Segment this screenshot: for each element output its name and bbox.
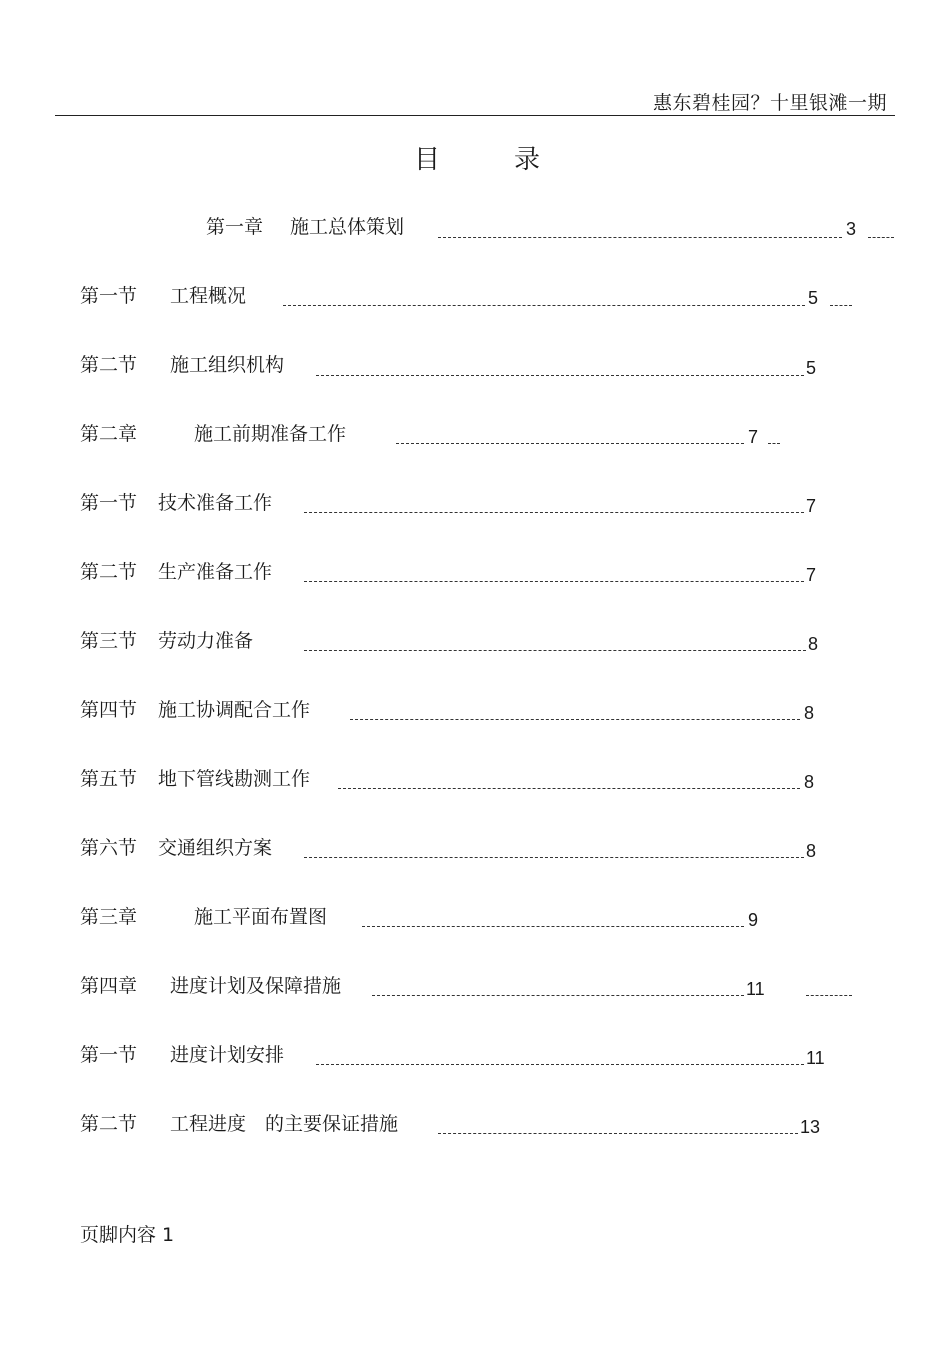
toc-leader-dots: [304, 581, 804, 582]
toc-entry-title: 施工平面布置图: [194, 906, 328, 928]
toc-leader-dots: [316, 375, 804, 376]
toc-entry-title: 劳动力准备: [158, 630, 254, 652]
toc-entry-page: 8: [806, 841, 817, 861]
toc-entry-label: 第一节: [80, 285, 138, 307]
toc-entry-title: 技术准备工作: [158, 492, 273, 514]
toc-entry-page: 8: [808, 634, 819, 654]
toc-entry-title: 施工协调配合工作: [158, 699, 311, 721]
toc-leader-dots: [316, 1064, 804, 1065]
toc-entry-label: 第三章: [80, 906, 138, 928]
toc-entry-page: 8: [804, 772, 815, 792]
toc-entry-page: 8: [804, 703, 815, 723]
toc-entry-label: 第五节: [80, 768, 138, 790]
toc-entry-page: 11: [746, 979, 765, 999]
toc-entry-title: 工程进度 的主要保证措施: [170, 1113, 399, 1135]
toc-entry-title: 工程概况: [170, 285, 247, 307]
toc-entry-page: 7: [806, 496, 817, 516]
toc-leader-dots: [396, 443, 744, 444]
toc-leader-dots: [372, 995, 744, 996]
toc-entry-page: 3: [846, 219, 857, 239]
toc-leader-dots: [304, 512, 804, 513]
toc-entry-label: 第一节: [80, 1044, 138, 1066]
toc-leader-dots: [362, 926, 744, 927]
toc-entry-page: 13: [800, 1117, 821, 1137]
toc-leader-dots: [304, 857, 804, 858]
toc-entry-label: 第三节: [80, 630, 138, 652]
toc-leader-dots: [350, 719, 800, 720]
toc-entry-page: 7: [748, 427, 759, 447]
toc-entry-page: 5: [808, 288, 819, 308]
toc-entry-title: 施工前期准备工作: [194, 423, 347, 445]
toc-entry-title: 进度计划及保障措施: [170, 975, 342, 997]
toc-leader-dots: [338, 788, 800, 789]
toc-title-char-1: 目: [414, 145, 441, 175]
toc-entry-title: 交通组织方案: [158, 837, 273, 859]
toc-entry-title: 施工组织机构: [170, 354, 285, 376]
toc-title-char-2: 录: [514, 145, 541, 175]
toc-entry-page: 11: [806, 1048, 825, 1068]
toc-entry-page: 7: [806, 565, 817, 585]
running-header: 惠东碧桂园？十里银滩一期: [652, 92, 887, 114]
toc-leader-tail: [806, 995, 852, 996]
toc-entry-label: 第二章: [80, 423, 138, 445]
toc-entry-label: 第六节: [80, 837, 138, 859]
toc-entry-label: 第二节: [80, 1113, 138, 1135]
toc-entry-title: 进度计划安排: [170, 1044, 285, 1066]
toc-leader-dots: [304, 650, 806, 651]
toc-leader-dots: [438, 1133, 798, 1134]
toc-entry-label: 第一节: [80, 492, 138, 514]
toc-entry-page: 5: [806, 358, 817, 378]
toc-leader-tail: [768, 443, 780, 444]
toc-entry-label: 第四章: [80, 975, 138, 997]
toc-entry-title: 施工总体策划: [290, 216, 405, 238]
toc-entry-page: 9: [748, 910, 759, 930]
toc-leader-dots: [283, 305, 805, 306]
toc-entry-title: 生产准备工作: [158, 561, 273, 583]
toc-leader-tail: [868, 237, 894, 238]
toc-entry-label: 第四节: [80, 699, 138, 721]
toc-entry-title: 地下管线勘测工作: [158, 768, 311, 790]
toc-leader-dots: [438, 237, 842, 238]
page-footer: 页脚内容 1: [80, 1224, 175, 1246]
toc-entry-label: 第二节: [80, 354, 138, 376]
toc-leader-tail: [830, 305, 852, 306]
header-divider: [55, 115, 895, 116]
toc-entry-label: 第二节: [80, 561, 138, 583]
toc-entry-label: 第一章: [206, 216, 264, 238]
